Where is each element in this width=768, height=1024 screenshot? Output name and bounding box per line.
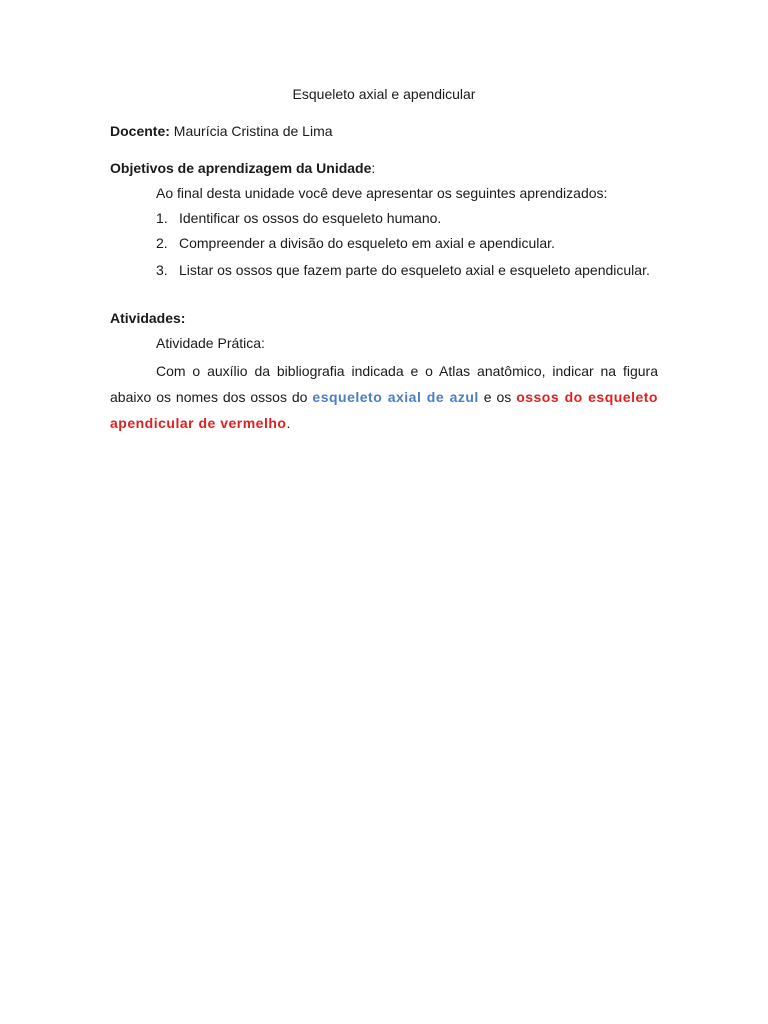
axial-blue-text: esqueleto axial de azul — [312, 389, 479, 405]
objetivos-heading: Objetivos de aprendizagem da Unidade — [110, 160, 372, 176]
document-body — [110, 84, 658, 436]
objectives-list — [110, 208, 658, 283]
page-title: Esqueleto axial e apendicular — [292, 86, 476, 102]
objetivos-colon: : — [371, 160, 376, 176]
objetivos-intro: Ao final desta unidade você deve apresentar os seguintes aprendizados: — [156, 185, 608, 201]
instruction-text-2: e os — [478, 389, 517, 405]
objective-text: Identificar os ossos do esqueleto humano. — [179, 210, 442, 226]
objective-number: 1. — [156, 210, 168, 226]
instruction-text-1: Com o auxílio da bibliografia indicada e o Atlas anatômico, indicar na figura abaixo os nomes dos ossos do — [110, 363, 658, 405]
docente-name: Maurícia Cristina de Lima — [173, 123, 333, 139]
objective-item — [110, 233, 658, 253]
objective-text: Compreender a divisão do esqueleto em axial e apendicular. — [179, 235, 555, 251]
objective-item — [110, 258, 658, 283]
instruction-text-3: . — [286, 415, 291, 431]
docente-label: Docente: — [110, 123, 170, 139]
atividades-heading-line — [110, 308, 658, 328]
objective-number: 3. — [156, 262, 168, 278]
docente-line — [110, 121, 658, 141]
objective-text: Listar os ossos que fazem parte do esqueleto axial e esqueleto apendicular. — [179, 262, 650, 278]
instruction-paragraph — [110, 358, 658, 436]
apendicular-red-text: ossos do esqueleto apendicular de vermelho — [110, 389, 658, 431]
atividades-heading: Atividades: — [110, 310, 186, 326]
objective-item — [110, 208, 658, 228]
objective-number: 2. — [156, 235, 168, 251]
objetivos-heading-line — [110, 158, 658, 178]
atividade-label: Atividade Prática: — [156, 335, 265, 351]
